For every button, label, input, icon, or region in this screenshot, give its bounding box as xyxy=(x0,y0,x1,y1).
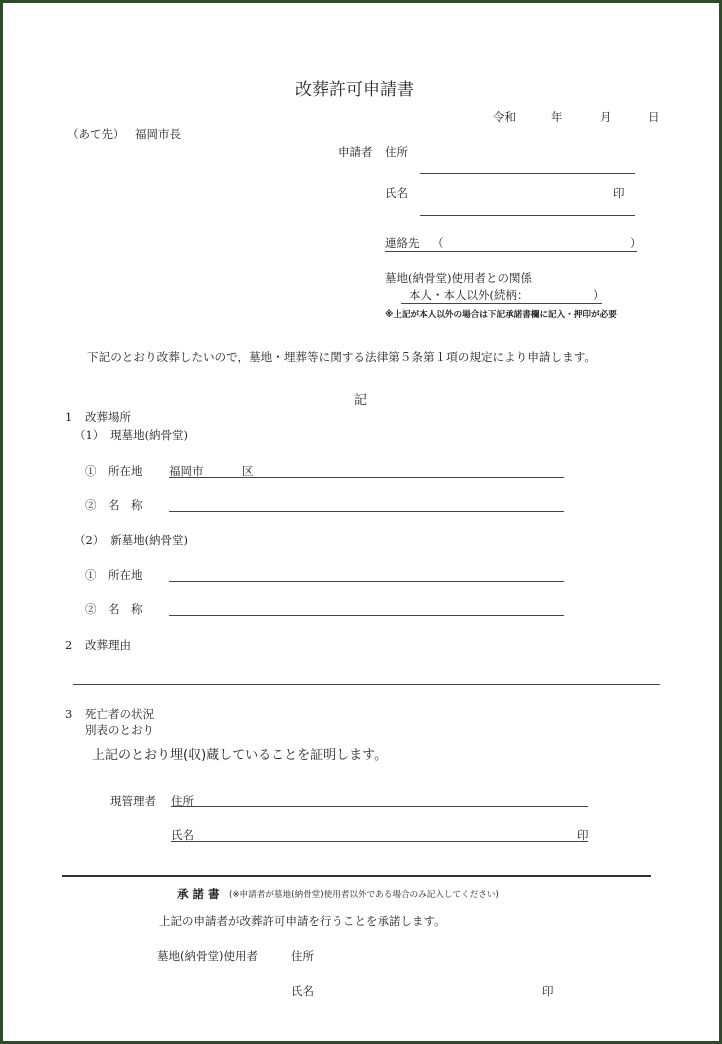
date-year: 年 xyxy=(551,110,563,124)
application-statement: 下記のとおり改葬したいので，墓地・埋葬等に関する法律第５条第１項の規定により申請します。 xyxy=(87,350,596,364)
consent-title-note: (※申請者が墓地(納骨堂)使用者以外である場合のみ記入してください) xyxy=(229,890,499,900)
manager-label: 現管理者 xyxy=(110,794,156,808)
current-location-label: ① 所在地 xyxy=(85,464,143,478)
relation-line[interactable] xyxy=(401,303,602,304)
addressee: 福岡市長 xyxy=(135,127,181,141)
certification-statement: 上記のとおり埋(収)蔵していることを証明します。 xyxy=(92,748,388,763)
date-month: 月 xyxy=(600,110,612,124)
ki-heading: 記 xyxy=(354,393,368,408)
applicant-label: 申請者 xyxy=(338,145,373,159)
current-name-label: ② 名 称 xyxy=(85,498,143,512)
applicant-address-line[interactable] xyxy=(420,173,635,174)
new-name-label: ② 名 称 xyxy=(85,602,143,616)
manager-name-line[interactable] xyxy=(171,841,588,842)
manager-seal-mark: 印 xyxy=(577,828,589,842)
consent-statement: 上記の申請者が改葬許可申請を行うことを承諾します。 xyxy=(159,914,446,928)
consent-name-label: 氏名 xyxy=(291,984,314,998)
contact-line[interactable] xyxy=(385,251,637,252)
item1-number: 1 xyxy=(65,410,73,424)
applicant-name-line[interactable] xyxy=(420,215,635,216)
new-location-label: ① 所在地 xyxy=(85,568,143,582)
new-name-line[interactable] xyxy=(169,615,564,616)
applicant-note: ※上記が本人以外の場合は下記承諾書欄に記入・押印が必要 xyxy=(385,310,617,320)
current-location-ward: 区 xyxy=(242,464,254,478)
addressee-label: （あて先） xyxy=(67,127,125,141)
item2-number: 2 xyxy=(65,638,73,652)
item1-label: 改葬場所 xyxy=(85,410,131,424)
manager-address-label: 住所 xyxy=(171,794,194,808)
manager-address-line[interactable] xyxy=(171,806,588,807)
new-grave-label: （2） 新墓地(納骨堂) xyxy=(74,533,189,547)
new-location-line[interactable] xyxy=(169,581,564,582)
contact-open-paren: （ xyxy=(432,236,444,250)
applicant-name-label: 氏名 xyxy=(385,186,408,200)
date-era: 令和 xyxy=(493,110,516,124)
applicant-address-label: 住所 xyxy=(385,145,408,159)
application-form xyxy=(3,3,719,1041)
consent-seal-mark: 印 xyxy=(542,984,554,998)
current-grave-label: （1） 現墓地(納骨堂) xyxy=(74,428,189,442)
item3-label: 死亡者の状況 xyxy=(85,707,154,721)
current-location-line[interactable] xyxy=(169,477,564,478)
contact-label: 連絡先 xyxy=(385,236,420,250)
consent-address-label: 住所 xyxy=(291,949,314,963)
page-title: 改葬許可申請書 xyxy=(295,80,414,100)
contact-close-paren: ） xyxy=(630,236,642,250)
current-location-city: 福岡市 xyxy=(169,464,204,478)
manager-name-label: 氏名 xyxy=(171,828,194,842)
item3-number: 3 xyxy=(65,707,73,721)
relation-value: 本人・本人以外(続柄： xyxy=(409,288,529,302)
consent-title: 承 諾 書 xyxy=(177,887,220,901)
item3-sub: 別表のとおり xyxy=(85,723,154,737)
section-divider xyxy=(62,875,651,877)
date-day: 日 xyxy=(648,110,660,124)
consent-user-label: 墓地(納骨堂)使用者 xyxy=(157,949,258,963)
applicant-seal-mark: 印 xyxy=(613,186,625,200)
relation-close-paren: ） xyxy=(593,288,605,302)
item2-label: 改葬理由 xyxy=(85,638,131,652)
reason-line[interactable] xyxy=(73,684,660,685)
relation-label: 墓地(納骨堂)使用者との関係 xyxy=(385,271,532,285)
current-name-line[interactable] xyxy=(169,511,564,512)
